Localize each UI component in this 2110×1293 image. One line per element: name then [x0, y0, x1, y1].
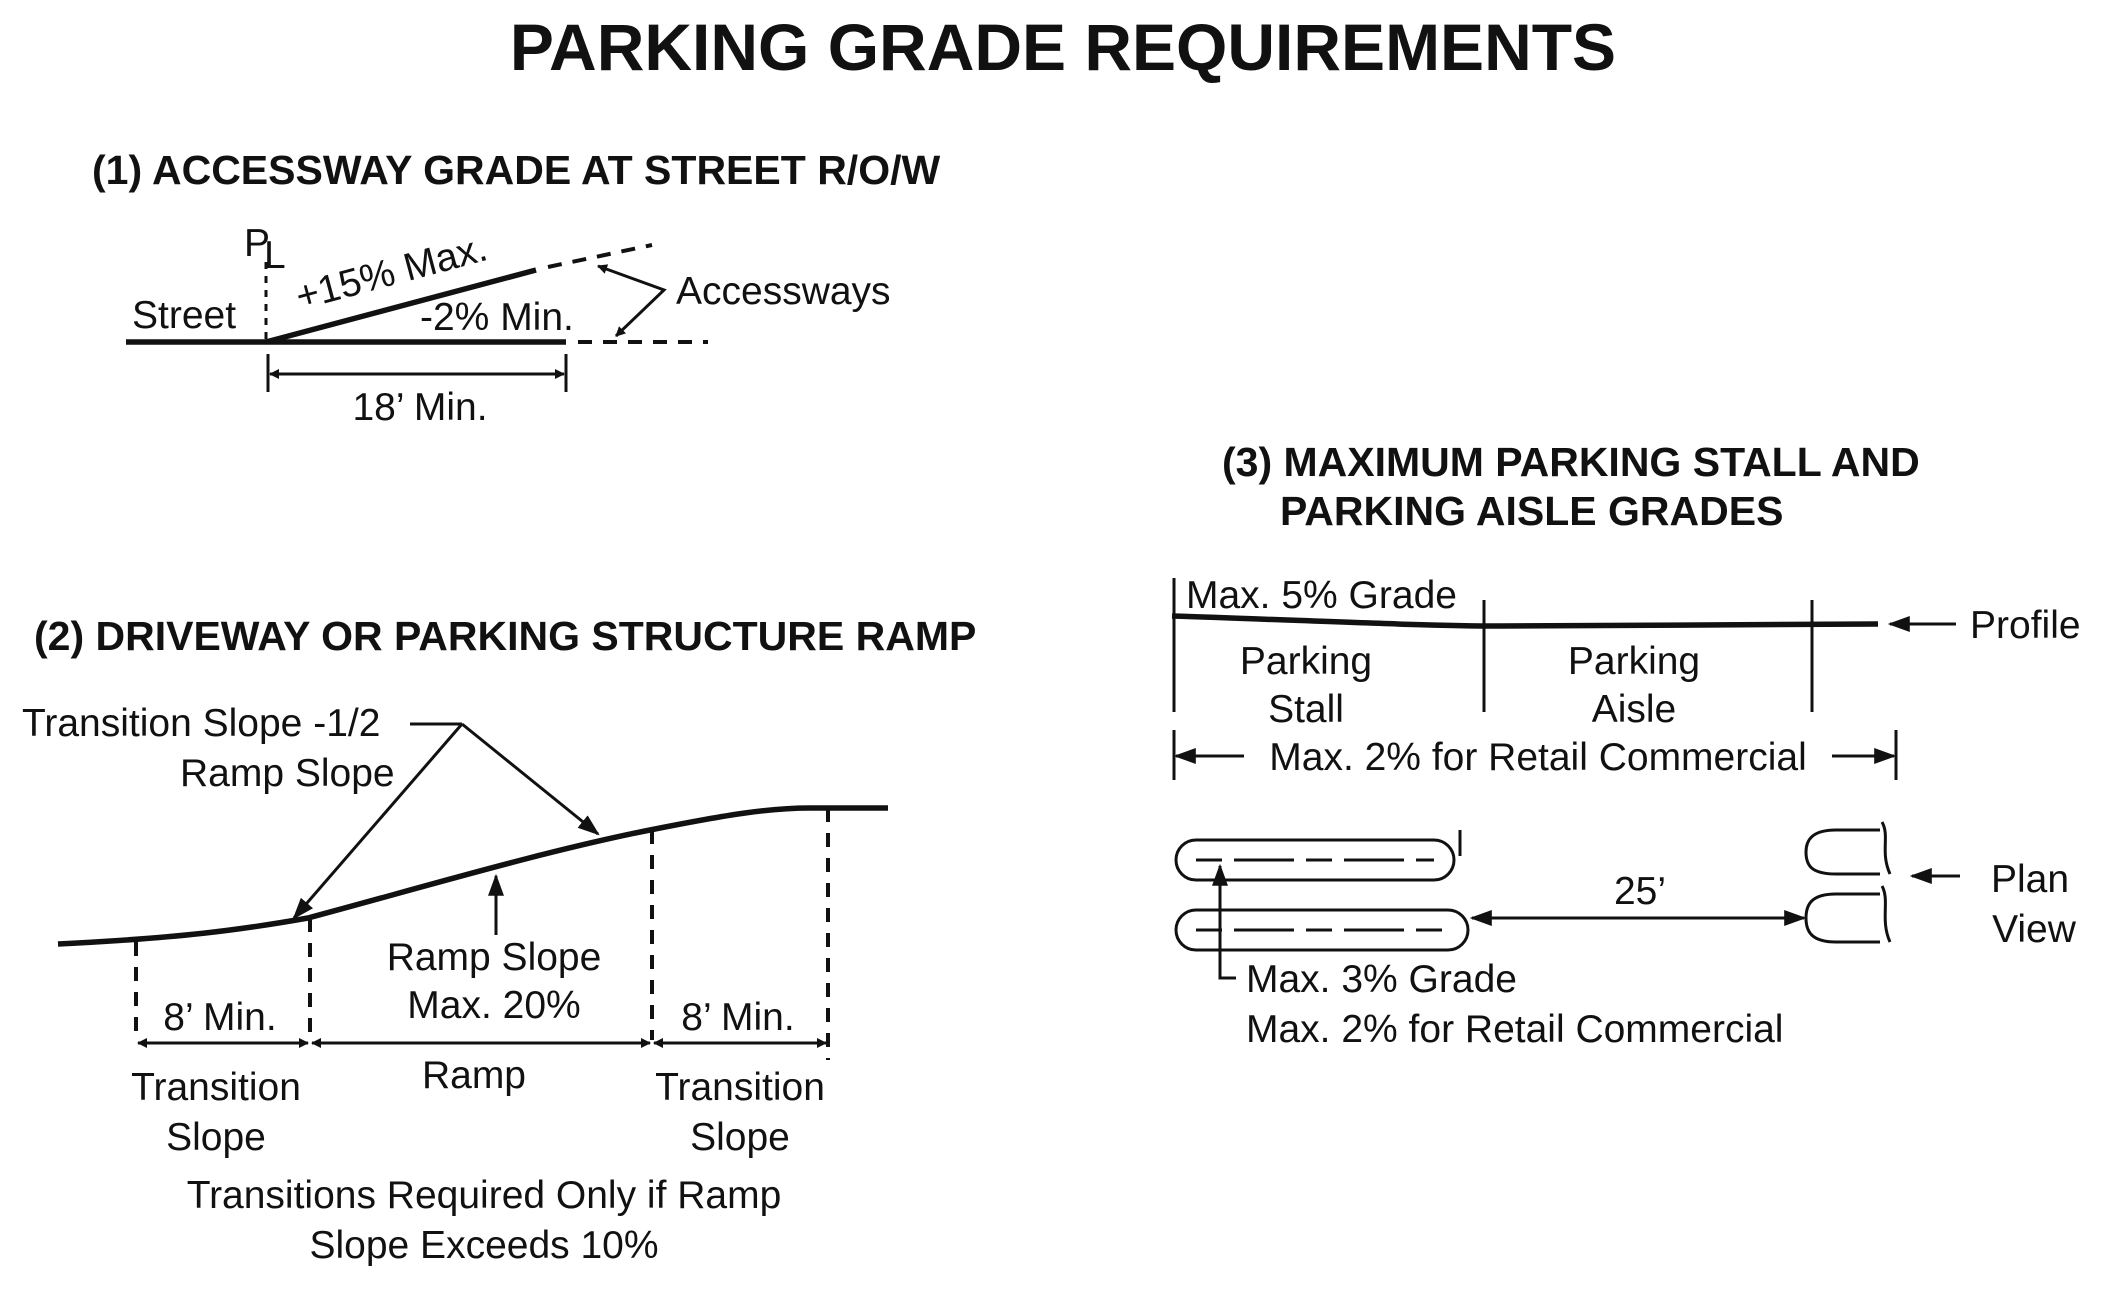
right-transition-label1: Transition [655, 1066, 825, 1109]
max-5pct-grade: Max. 5% Grade [1186, 574, 1457, 617]
ramp-slope-line1: Ramp Slope [386, 936, 602, 979]
left-transition-dim: 8’ Min. [163, 996, 277, 1039]
section3-heading-line2: PARKING AISLE GRADES [1280, 488, 1784, 534]
plan-stall-right-top [1806, 830, 1880, 874]
accessways-label: Accessways [676, 270, 891, 313]
stall-grade-line2: Max. 2% for Retail Commercial [1246, 1008, 1784, 1051]
ramp-label: Ramp [421, 1054, 527, 1097]
profile-label: Profile [1970, 604, 2081, 647]
dim-18ft-label: 18’ Min. [352, 386, 488, 429]
transition-note-line1: Transition Slope -1/2 [22, 702, 381, 745]
transition-note-line2: Ramp Slope [180, 752, 395, 795]
aisle-label1: Parking [1567, 640, 1701, 683]
plan-view-label2: View [1992, 908, 2076, 951]
stall-label2: Stall [1268, 688, 1344, 731]
footnote-line1: Transitions Required Only if Ramp [186, 1174, 782, 1217]
aisle-width-label: 25’ [1613, 870, 1667, 913]
accessway-max-extension [548, 245, 652, 267]
right-transition-dim: 8’ Min. [681, 996, 795, 1039]
plan-stall-right-bottom [1806, 894, 1880, 942]
ramp-profile [58, 808, 888, 944]
stall-grade-pointer [1220, 866, 1236, 978]
section-accessway-grade [92, 147, 940, 429]
aisle-label2: Aisle [1591, 688, 1677, 731]
street-label: Street [132, 294, 237, 337]
right-transition-label2: Slope [690, 1116, 790, 1159]
section2-heading: (2) DRIVEWAY OR PARKING STRUCTURE RAMP [34, 613, 977, 659]
max-grade-label: +15% Max. [291, 226, 492, 319]
plan-stall-right-top-end [1882, 822, 1890, 874]
stall-label1: Parking [1239, 640, 1373, 683]
stall-grade-line1: Max. 3% Grade [1246, 958, 1517, 1001]
property-line-p: P [244, 222, 271, 265]
ramp-slope-line2: Max. 20% [407, 984, 581, 1027]
section-stall-aisle-grades [1172, 439, 2081, 1051]
retail-note: Max. 2% for Retail Commercial [1269, 736, 1807, 779]
section1-heading: (1) ACCESSWAY GRADE AT STREET R/O/W [92, 147, 941, 193]
section3-heading-line1: (3) MAXIMUM PARKING STALL AND [1222, 439, 1920, 485]
property-line-l: L [264, 234, 286, 277]
left-transition-label1: Transition [131, 1066, 301, 1109]
section-driveway-ramp [22, 613, 976, 1267]
note-leader-right [462, 724, 598, 834]
min-grade-label: -2% Min. [420, 296, 574, 339]
left-transition-label2: Slope [166, 1116, 266, 1159]
profile-line [1172, 616, 1878, 626]
footnote-line2: Slope Exceeds 10% [309, 1224, 659, 1267]
plan-stall-right-bottom-end [1882, 886, 1890, 942]
plan-view-label1: Plan [1990, 858, 2070, 901]
accessways-leader [598, 266, 664, 336]
diagram-title: PARKING GRADE REQUIREMENTS [509, 10, 1617, 84]
